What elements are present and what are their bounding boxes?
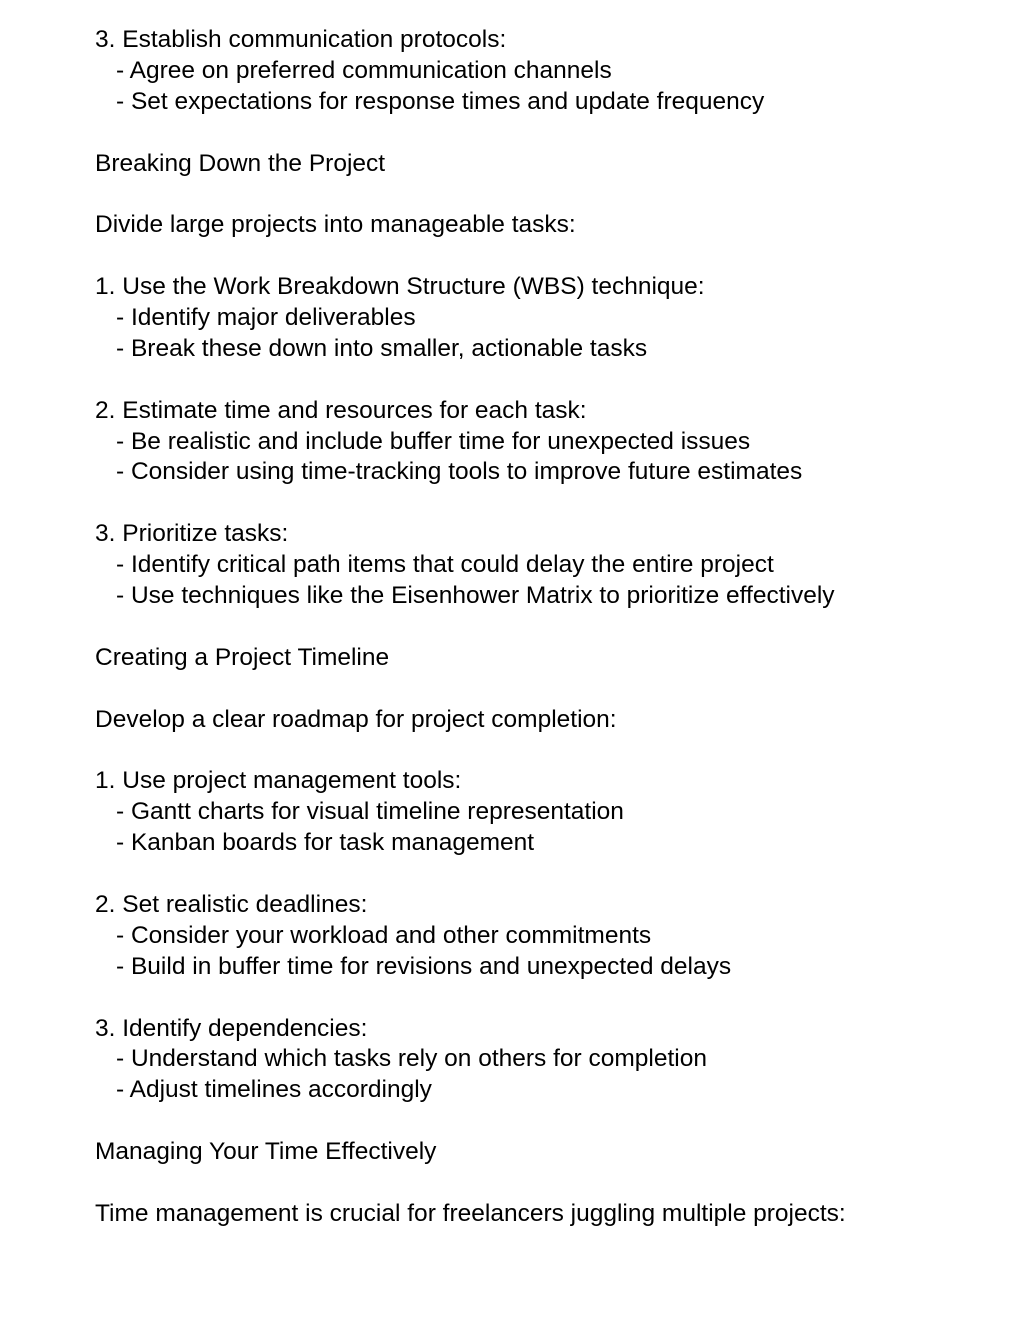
spacer [95,612,995,643]
item-number: 3. [95,26,116,53]
numbered-item [95,396,995,489]
bullet-text: Break these down into smaller, actionable tasks [130,334,648,362]
item-title: Prioritize tasks: [122,520,289,548]
spacer [95,859,995,890]
bullet-item: - Use techniques like the Eisenhower Matrix to prioritize effectively [116,582,835,610]
numbered-item-title [95,766,995,797]
bullet-text: Kanban boards for task management [130,829,535,857]
bullet-item: - Break these down into smaller, actionable tasks [116,334,648,362]
bullet-item: - Identify critical path items that could delay the entire project [116,551,774,579]
bullet-item: - Build in buffer time for revisions and unexpected delays [116,952,732,980]
numbered-item [95,766,995,859]
bullet-item: - Consider your workload and other commitments [116,921,652,949]
spacer [95,179,995,210]
bullet-item: - Kanban boards for task management [116,829,535,857]
numbered-item [95,25,995,118]
numbered-item [95,272,995,365]
numbered-item [95,519,995,612]
bullet-text: Gantt charts for visual timeline representation [130,798,624,826]
spacer [95,488,995,519]
item-number: 3. [95,1014,116,1042]
bullet-text: Consider your workload and other commitments [130,921,652,949]
paragraph: Divide large projects into manageable tasks: [95,211,576,239]
numbered-item [95,1014,995,1107]
numbered-item-title [95,272,995,303]
section-heading: Breaking Down the Project [95,149,386,177]
item-number: 1. [95,273,116,301]
bullet-text: Set expectations for response times and update frequency [130,87,765,115]
item-number: 2. [95,396,116,424]
bullet-item: - Gantt charts for visual timeline representation [116,798,624,826]
item-title: Identify dependencies: [122,1014,368,1042]
bullet-text: Identify major deliverables [130,304,416,332]
bullet-item: - Adjust timelines accordingly [116,1076,432,1104]
item-number: 1. [95,767,116,795]
numbered-item-title [95,1014,995,1045]
document-body [95,25,995,1230]
spacer [95,983,995,1014]
bullet-text: Build in buffer time for revisions and unexpected delays [130,952,732,980]
bullet-text: Understand which tasks rely on others for completion [130,1045,707,1073]
section-heading: Managing Your Time Effectively [95,1138,437,1166]
numbered-item [95,890,995,983]
numbered-item-title [95,890,995,921]
numbered-item-title [95,519,995,550]
paragraph: Time management is crucial for freelancers juggling multiple projects: [95,1199,846,1227]
numbered-item-title [95,396,995,427]
bullet-item: - Consider using time-tracking tools to improve future estimates [116,458,803,486]
numbered-item-title [95,25,995,56]
item-title: Use project management tools: [122,767,462,795]
section-heading: Creating a Project Timeline [95,643,390,671]
item-title: Estimate time and resources for each task: [122,396,587,424]
bullet-text: Be realistic and include buffer time for unexpected issues [130,427,751,455]
spacer [95,118,995,149]
spacer [95,674,995,705]
bullet-item: - Understand which tasks rely on others for completion [116,1045,707,1073]
item-title: Use the Work Breakdown Structure (WBS) technique: [122,273,705,301]
bullet-text: Identify critical path items that could delay the entire project [130,551,774,579]
bullet-text: Agree on preferred communication channels [129,56,612,84]
item-title: Establish communication protocols: [122,26,507,53]
item-title: Set realistic deadlines: [122,890,368,918]
spacer [95,1106,995,1137]
bullet-text: Adjust timelines accordingly [129,1076,432,1104]
bullet-text: Consider using time-tracking tools to improve future estimates [130,458,803,486]
bullet-text: Use techniques like the Eisenhower Matrix to prioritize effectively [130,582,835,610]
bullet-item: - Be realistic and include buffer time for unexpected issues [116,427,751,455]
spacer [95,735,995,766]
paragraph: Develop a clear roadmap for project completion: [95,705,617,733]
spacer [95,1168,995,1199]
bullet-item: - Set expectations for response times and update frequency [116,87,765,115]
bullet-item: - Identify major deliverables [116,304,416,332]
spacer [95,365,995,396]
item-number: 3. [95,520,116,548]
bullet-item: - Agree on preferred communication channels [116,56,612,84]
spacer [95,241,995,272]
item-number: 2. [95,890,116,918]
